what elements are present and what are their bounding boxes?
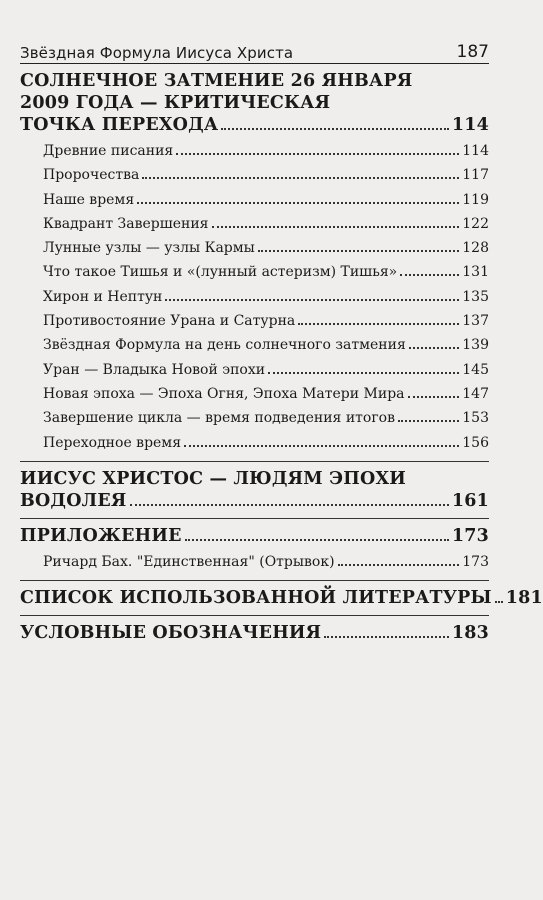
- toc-entry-title: Лунные узлы — узлы Кармы: [43, 240, 255, 257]
- toc-entry-title: Что такое Тишья и «(лунный астеризм) Тишья»: [43, 264, 398, 281]
- toc-entry-title: Древние писания: [43, 143, 174, 159]
- dot-leader: [184, 444, 459, 447]
- toc-entry-page-number: 122: [462, 215, 489, 232]
- toc-entry-title: Звёздная Формула на день солнечного затмения: [43, 337, 406, 354]
- subsection-list: [20, 550, 489, 574]
- toc-entry[interactable]: [43, 550, 489, 574]
- dot-leader: [398, 419, 459, 422]
- dot-leader: [258, 249, 459, 252]
- toc-entry[interactable]: [43, 163, 489, 187]
- toc-entry[interactable]: [43, 260, 489, 284]
- section-page-number: 173: [451, 525, 489, 546]
- toc-entry-page-number: 153: [462, 410, 489, 427]
- dot-leader: [137, 201, 459, 204]
- toc-entry-title: Квадрант Завершения: [43, 215, 209, 232]
- subsection-list: [20, 139, 489, 455]
- toc-entry-title: Новая эпоха — Эпоха Огня, Эпоха Матери Мира: [43, 385, 405, 402]
- running-header: [20, 38, 489, 62]
- toc-entry-title: Пророчества: [43, 167, 140, 184]
- section-divider: [20, 615, 489, 616]
- section-title-text: ВОДОЛЕЯ: [20, 490, 127, 511]
- section-page-number: 181: [505, 588, 543, 609]
- toc-section: [20, 525, 489, 574]
- toc-entry-page-number: 147: [462, 385, 489, 402]
- table-of-contents: [20, 70, 543, 644]
- toc-entry[interactable]: [43, 236, 489, 260]
- toc-entry[interactable]: [43, 212, 489, 236]
- running-header-title: Звёздная Формула Иисуса Христа: [20, 44, 294, 62]
- dot-leader: [409, 346, 459, 349]
- dot-leader: [400, 273, 459, 276]
- toc-entry[interactable]: [43, 188, 489, 212]
- section-title-line: ИИСУС ХРИСТОС — ЛЮДЯМ ЭПОХИ: [20, 468, 406, 489]
- toc-entry-title: Хирон и Нептун: [43, 288, 163, 305]
- toc-entry[interactable]: [43, 431, 489, 455]
- toc-entry-title: Ричард Бах. "Единственная" (Отрывок): [43, 553, 335, 570]
- toc-entry[interactable]: [43, 139, 489, 163]
- toc-section: [20, 70, 489, 455]
- toc-entry[interactable]: [43, 358, 489, 382]
- section-title-entry[interactable]: [20, 525, 489, 547]
- dot-leader: [268, 371, 459, 374]
- dot-leader: [338, 563, 460, 566]
- dot-leader: [130, 503, 449, 506]
- dot-leader: [495, 600, 503, 603]
- toc-entry-title: Наше время: [43, 191, 135, 208]
- toc-section: [20, 468, 489, 512]
- dot-leader: [176, 152, 459, 155]
- section-divider: [20, 461, 489, 462]
- toc-entry-title: Переходное время: [43, 434, 182, 451]
- section-title-text: ТОЧКА ПЕРЕХОДА: [20, 115, 219, 135]
- dot-leader: [165, 298, 459, 301]
- section-title-entry[interactable]: [20, 490, 489, 512]
- page-number: 187: [456, 42, 489, 62]
- toc-entry[interactable]: [43, 406, 489, 430]
- dot-leader: [212, 225, 460, 228]
- section-page-number: 183: [451, 623, 489, 644]
- section-title-entry[interactable]: [20, 622, 489, 644]
- section-divider: [20, 580, 489, 581]
- section-title-text: ПРИЛОЖЕНИЕ: [20, 525, 182, 546]
- toc-entry-page-number: 135: [462, 288, 489, 305]
- section-page-number: 114: [451, 115, 489, 135]
- section-page-number: 161: [451, 490, 489, 511]
- toc-entry-page-number: 156: [462, 434, 489, 451]
- dot-leader: [142, 176, 459, 179]
- toc-entry-page-number: 128: [462, 240, 489, 257]
- toc-entry-page-number: 145: [462, 361, 489, 378]
- toc-entry-page-number: 119: [462, 191, 489, 208]
- toc-entry[interactable]: [43, 309, 489, 333]
- toc-entry[interactable]: [43, 333, 489, 357]
- header-rule: [20, 63, 489, 64]
- section-title-text: СПИСОК ИСПОЛЬЗОВАННОЙ ЛИТЕРАТУРЫ: [20, 588, 492, 609]
- toc-entry-title: Противостояние Урана и Сатурна: [43, 313, 296, 330]
- section-title-line: 2009 ГОДА — КРИТИЧЕСКАЯ: [20, 93, 331, 113]
- section-title-entry[interactable]: [20, 114, 489, 136]
- toc-entry-page-number: 114: [462, 143, 489, 159]
- section-title-entry[interactable]: [20, 587, 543, 609]
- dot-leader: [408, 395, 460, 398]
- toc-entry-page-number: 173: [462, 553, 489, 570]
- toc-entry[interactable]: [43, 285, 489, 309]
- section-title-text: УСЛОВНЫЕ ОБОЗНАЧЕНИЯ: [20, 623, 322, 644]
- section-divider: [20, 518, 489, 519]
- toc-entry[interactable]: [43, 382, 489, 406]
- toc-entry-page-number: 117: [462, 167, 489, 184]
- toc-entry-page-number: 139: [462, 337, 489, 354]
- dot-leader: [298, 322, 459, 325]
- toc-entry-page-number: 137: [462, 313, 489, 330]
- dot-leader: [324, 635, 449, 638]
- toc-section: [20, 622, 489, 644]
- toc-entry-page-number: 131: [462, 264, 489, 281]
- section-title-line: СОЛНЕЧНОЕ ЗАТМЕНИЕ 26 ЯНВАРЯ: [20, 71, 413, 91]
- dot-leader: [185, 538, 449, 541]
- toc-entry-title: Уран — Владыка Новой эпохи: [43, 361, 266, 378]
- toc-entry-title: Завершение цикла — время подведения итогов: [43, 410, 395, 427]
- toc-section: [20, 587, 543, 609]
- dot-leader: [221, 127, 449, 130]
